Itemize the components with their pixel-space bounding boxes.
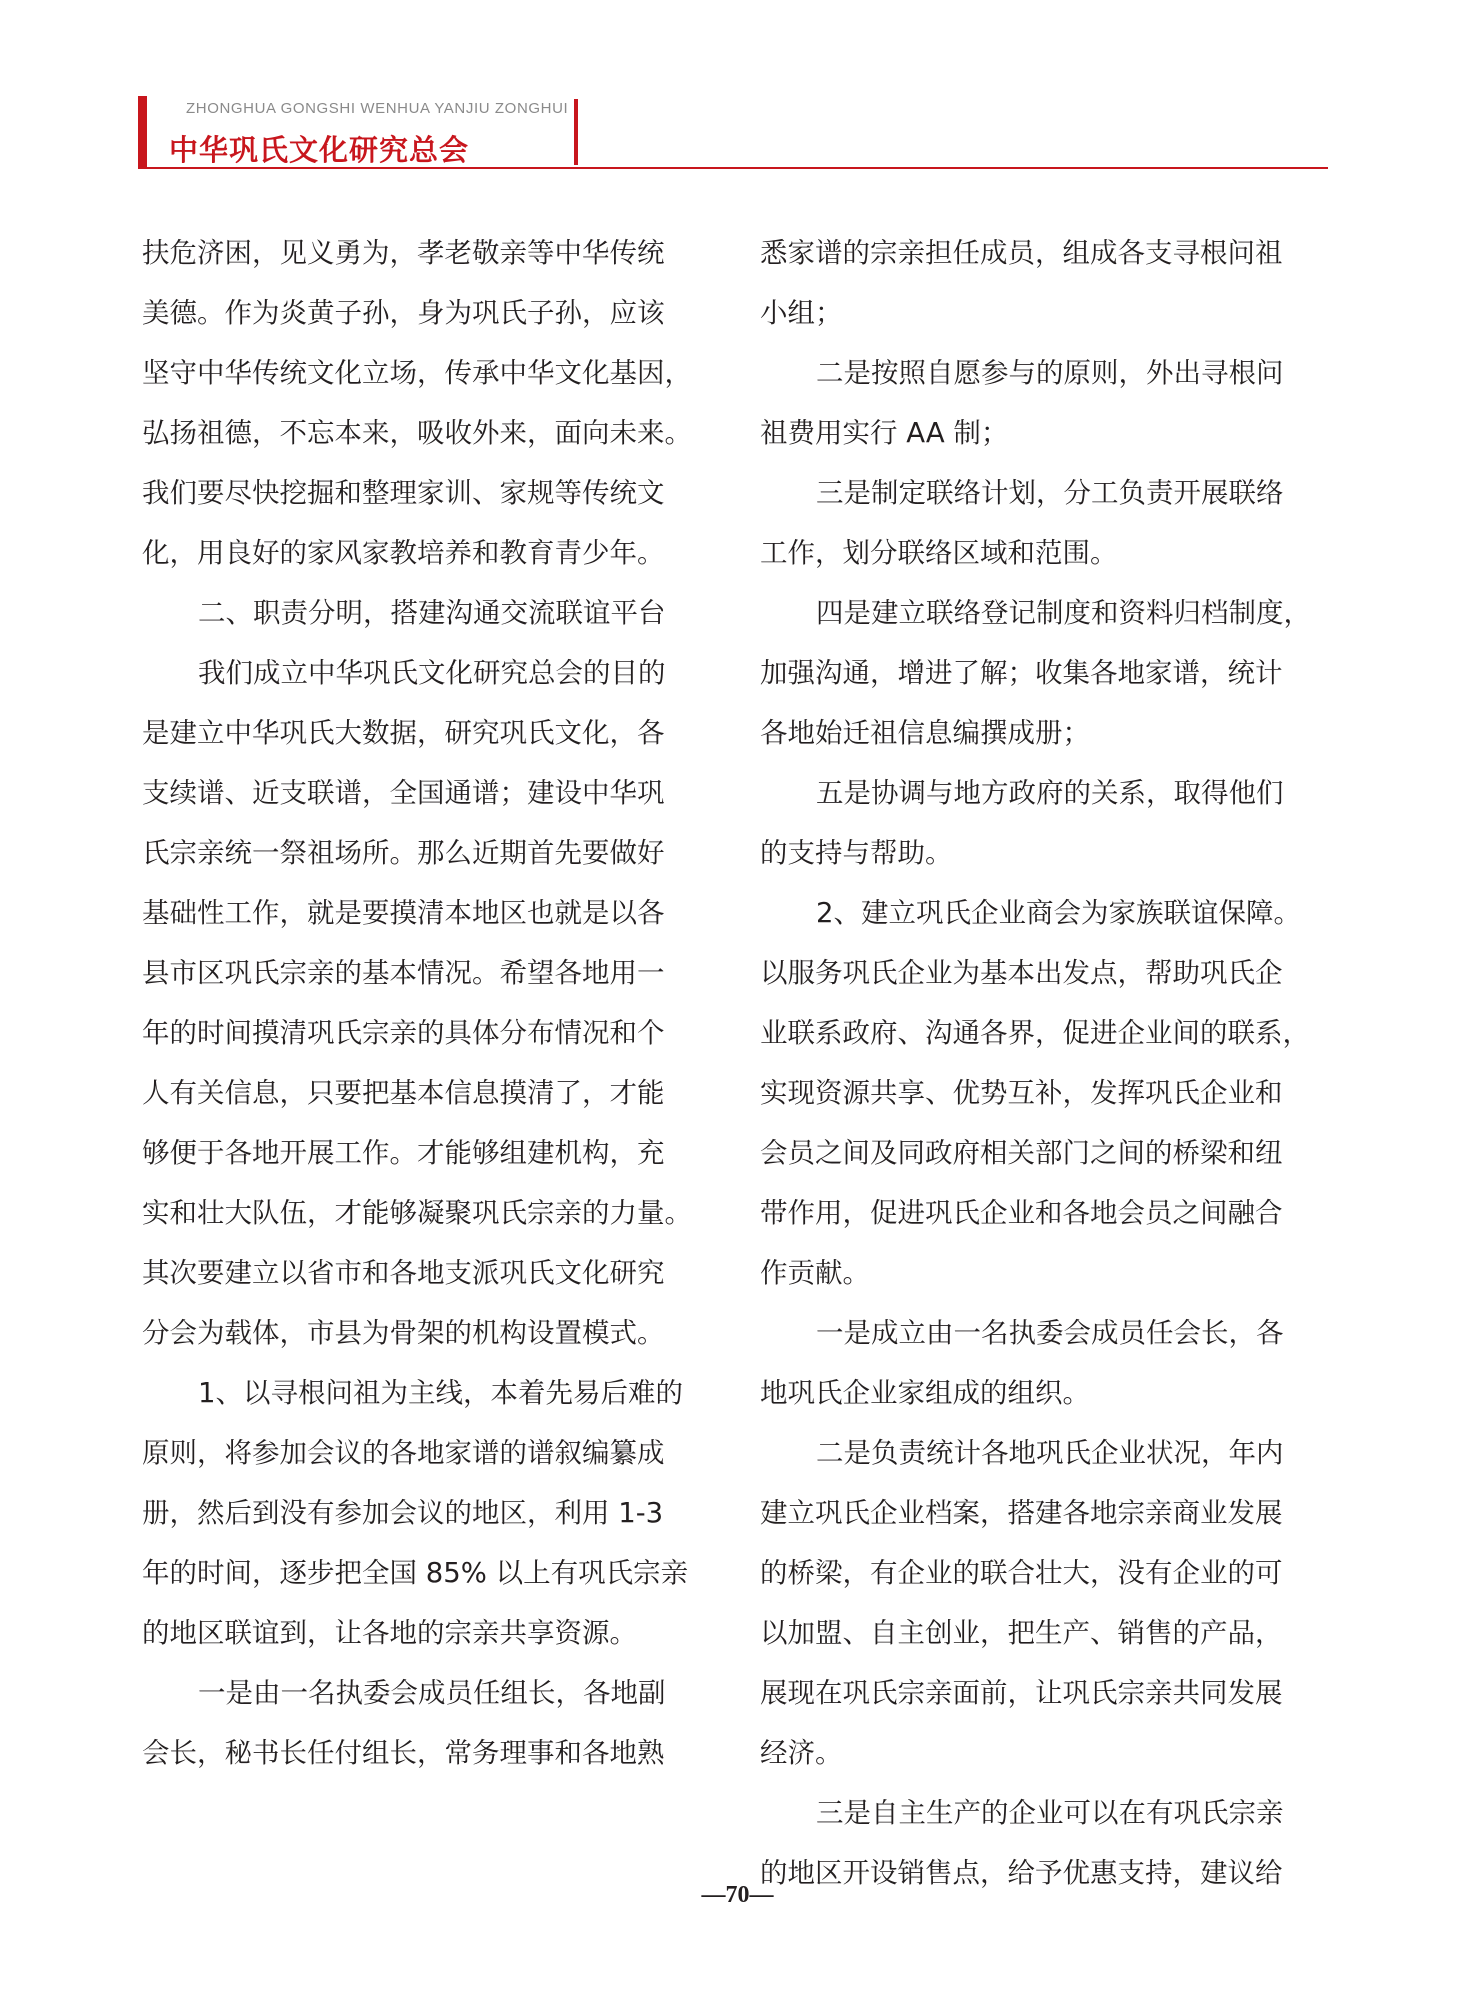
paragraph xyxy=(760,223,1340,343)
paragraph xyxy=(142,643,722,1363)
text-line: 美德。作为炎黄子孙，身为巩氏子孙，应该 xyxy=(142,297,665,329)
text-line: 四是建立联络登记制度和资料归档制度， xyxy=(816,597,1311,629)
paragraph xyxy=(142,1663,722,1783)
header-rule xyxy=(138,167,1328,169)
text-line: 工作，划分联络区域和范围。 xyxy=(760,537,1118,569)
text-line: 各地始迁祖信息编撰成册； xyxy=(760,717,1090,749)
paragraph xyxy=(760,583,1340,763)
paragraph xyxy=(142,583,722,643)
text-line: 建立巩氏企业档案，搭建各地宗亲商业发展 xyxy=(760,1497,1283,1529)
text-line: 祖费用实行 AA 制； xyxy=(760,417,1009,449)
paragraph xyxy=(760,883,1340,1303)
text-line: 的支持与帮助。 xyxy=(760,837,953,869)
text-line: 我们要尽快挖掘和整理家训、家规等传统文 xyxy=(142,477,665,509)
header-right-bar xyxy=(574,99,578,165)
text-line: 会长，秘书长任付组长，常务理事和各地熟 xyxy=(142,1737,665,1769)
text-line: 化，用良好的家风家教培养和教育青少年。 xyxy=(142,537,665,569)
text-line: 1、以寻根问祖为主线，本着先易后难的 xyxy=(198,1377,683,1409)
paragraph xyxy=(760,463,1340,583)
text-line: 年的时间，逐步把全国 85% 以上有巩氏宗亲 xyxy=(142,1557,689,1589)
text-line: 的地区开设销售点，给予优惠支持，建议给 xyxy=(760,1857,1283,1889)
text-line: 业联系政府、沟通各界，促进企业间的联系， xyxy=(760,1017,1310,1049)
text-line: 五是协调与地方政府的关系，取得他们 xyxy=(816,777,1284,809)
text-line: 2、建立巩氏企业商会为家族联谊保障。 xyxy=(816,897,1301,929)
text-line: 分会为载体，市县为骨架的机构设置模式。 xyxy=(142,1317,665,1349)
text-line: 小组； xyxy=(760,297,843,329)
page-number: —70— xyxy=(701,1882,774,1908)
text-line: 实和壮大队伍，才能够凝聚巩氏宗亲的力量。 xyxy=(142,1197,692,1229)
text-line: 地巩氏企业家组成的组织。 xyxy=(760,1377,1090,1409)
text-line: 带作用，促进巩氏企业和各地会员之间融合 xyxy=(760,1197,1283,1229)
text-line: 弘扬祖德，不忘本来，吸收外来，面向未来。 xyxy=(142,417,692,449)
text-line: 二是负责统计各地巩氏企业状况，年内 xyxy=(816,1437,1284,1469)
text-line: 展现在巩氏宗亲面前，让巩氏宗亲共同发展 xyxy=(760,1677,1283,1709)
text-line: 原则，将参加会议的各地家谱的谱叙编纂成 xyxy=(142,1437,665,1469)
text-line: 三是制定联络计划，分工负责开展联络 xyxy=(816,477,1284,509)
text-line: 二、职责分明，搭建沟通交流联谊平台 xyxy=(198,597,666,629)
text-line: 以加盟、自主创业，把生产、销售的产品， xyxy=(760,1617,1283,1649)
right-column xyxy=(760,223,1340,1903)
text-line: 一是由一名执委会成员任组长，各地副 xyxy=(198,1677,666,1709)
text-line: 作贡献。 xyxy=(760,1257,870,1289)
text-line: 年的时间摸清巩氏宗亲的具体分布情况和个 xyxy=(142,1017,665,1049)
paragraph xyxy=(142,1363,722,1663)
text-line: 我们成立中华巩氏文化研究总会的目的 xyxy=(198,657,666,689)
text-line: 三是自主生产的企业可以在有巩氏宗亲 xyxy=(816,1797,1284,1829)
header-pinyin: ZHONGHUA GONGSHI WENHUA YANJIU ZONGHUI xyxy=(186,100,569,117)
paragraph xyxy=(760,1423,1340,1783)
paragraph xyxy=(760,343,1340,463)
paragraph xyxy=(142,223,722,583)
text-line: 册，然后到没有参加会议的地区，利用 1-3 xyxy=(142,1497,664,1529)
text-line: 会员之间及同政府相关部门之间的桥梁和纽 xyxy=(760,1137,1283,1169)
header-left-bar xyxy=(138,96,147,167)
paragraph xyxy=(760,1303,1340,1423)
text-line: 其次要建立以省市和各地支派巩氏文化研究 xyxy=(142,1257,665,1289)
text-line: 坚守中华传统文化立场，传承中华文化基因， xyxy=(142,357,692,389)
left-column xyxy=(142,223,722,1783)
text-line: 基础性工作，就是要摸清本地区也就是以各 xyxy=(142,897,665,929)
text-line: 二是按照自愿参与的原则，外出寻根问 xyxy=(816,357,1284,389)
text-line: 加强沟通，增进了解；收集各地家谱，统计 xyxy=(760,657,1283,689)
header-title: 中华巩氏文化研究总会 xyxy=(169,133,470,167)
text-line: 够便于各地开展工作。才能够组建机构，充 xyxy=(142,1137,665,1169)
text-line: 支续谱、近支联谱，全国通谱；建设中华巩 xyxy=(142,777,665,809)
text-line: 实现资源共享、优势互补，发挥巩氏企业和 xyxy=(760,1077,1283,1109)
text-line: 县市区巩氏宗亲的基本情况。希望各地用一 xyxy=(142,957,665,989)
text-line: 悉家谱的宗亲担任成员，组成各支寻根问祖 xyxy=(760,237,1283,269)
paragraph xyxy=(760,763,1340,883)
text-line: 以服务巩氏企业为基本出发点，帮助巩氏企 xyxy=(760,957,1283,989)
text-line: 经济。 xyxy=(760,1737,843,1769)
text-line: 氏宗亲统一祭祖场所。那么近期首先要做好 xyxy=(142,837,665,869)
text-line: 是建立中华巩氏大数据，研究巩氏文化，各 xyxy=(142,717,665,749)
page-header xyxy=(138,96,1328,176)
text-line: 人有关信息，只要把基本信息摸清了，才能 xyxy=(142,1077,665,1109)
text-line: 的桥梁，有企业的联合壮大，没有企业的可 xyxy=(760,1557,1283,1589)
text-line: 的地区联谊到，让各地的宗亲共享资源。 xyxy=(142,1617,637,1649)
text-line: 扶危济困，见义勇为，孝老敬亲等中华传统 xyxy=(142,237,665,269)
text-line: 一是成立由一名执委会成员任会长，各 xyxy=(816,1317,1284,1349)
